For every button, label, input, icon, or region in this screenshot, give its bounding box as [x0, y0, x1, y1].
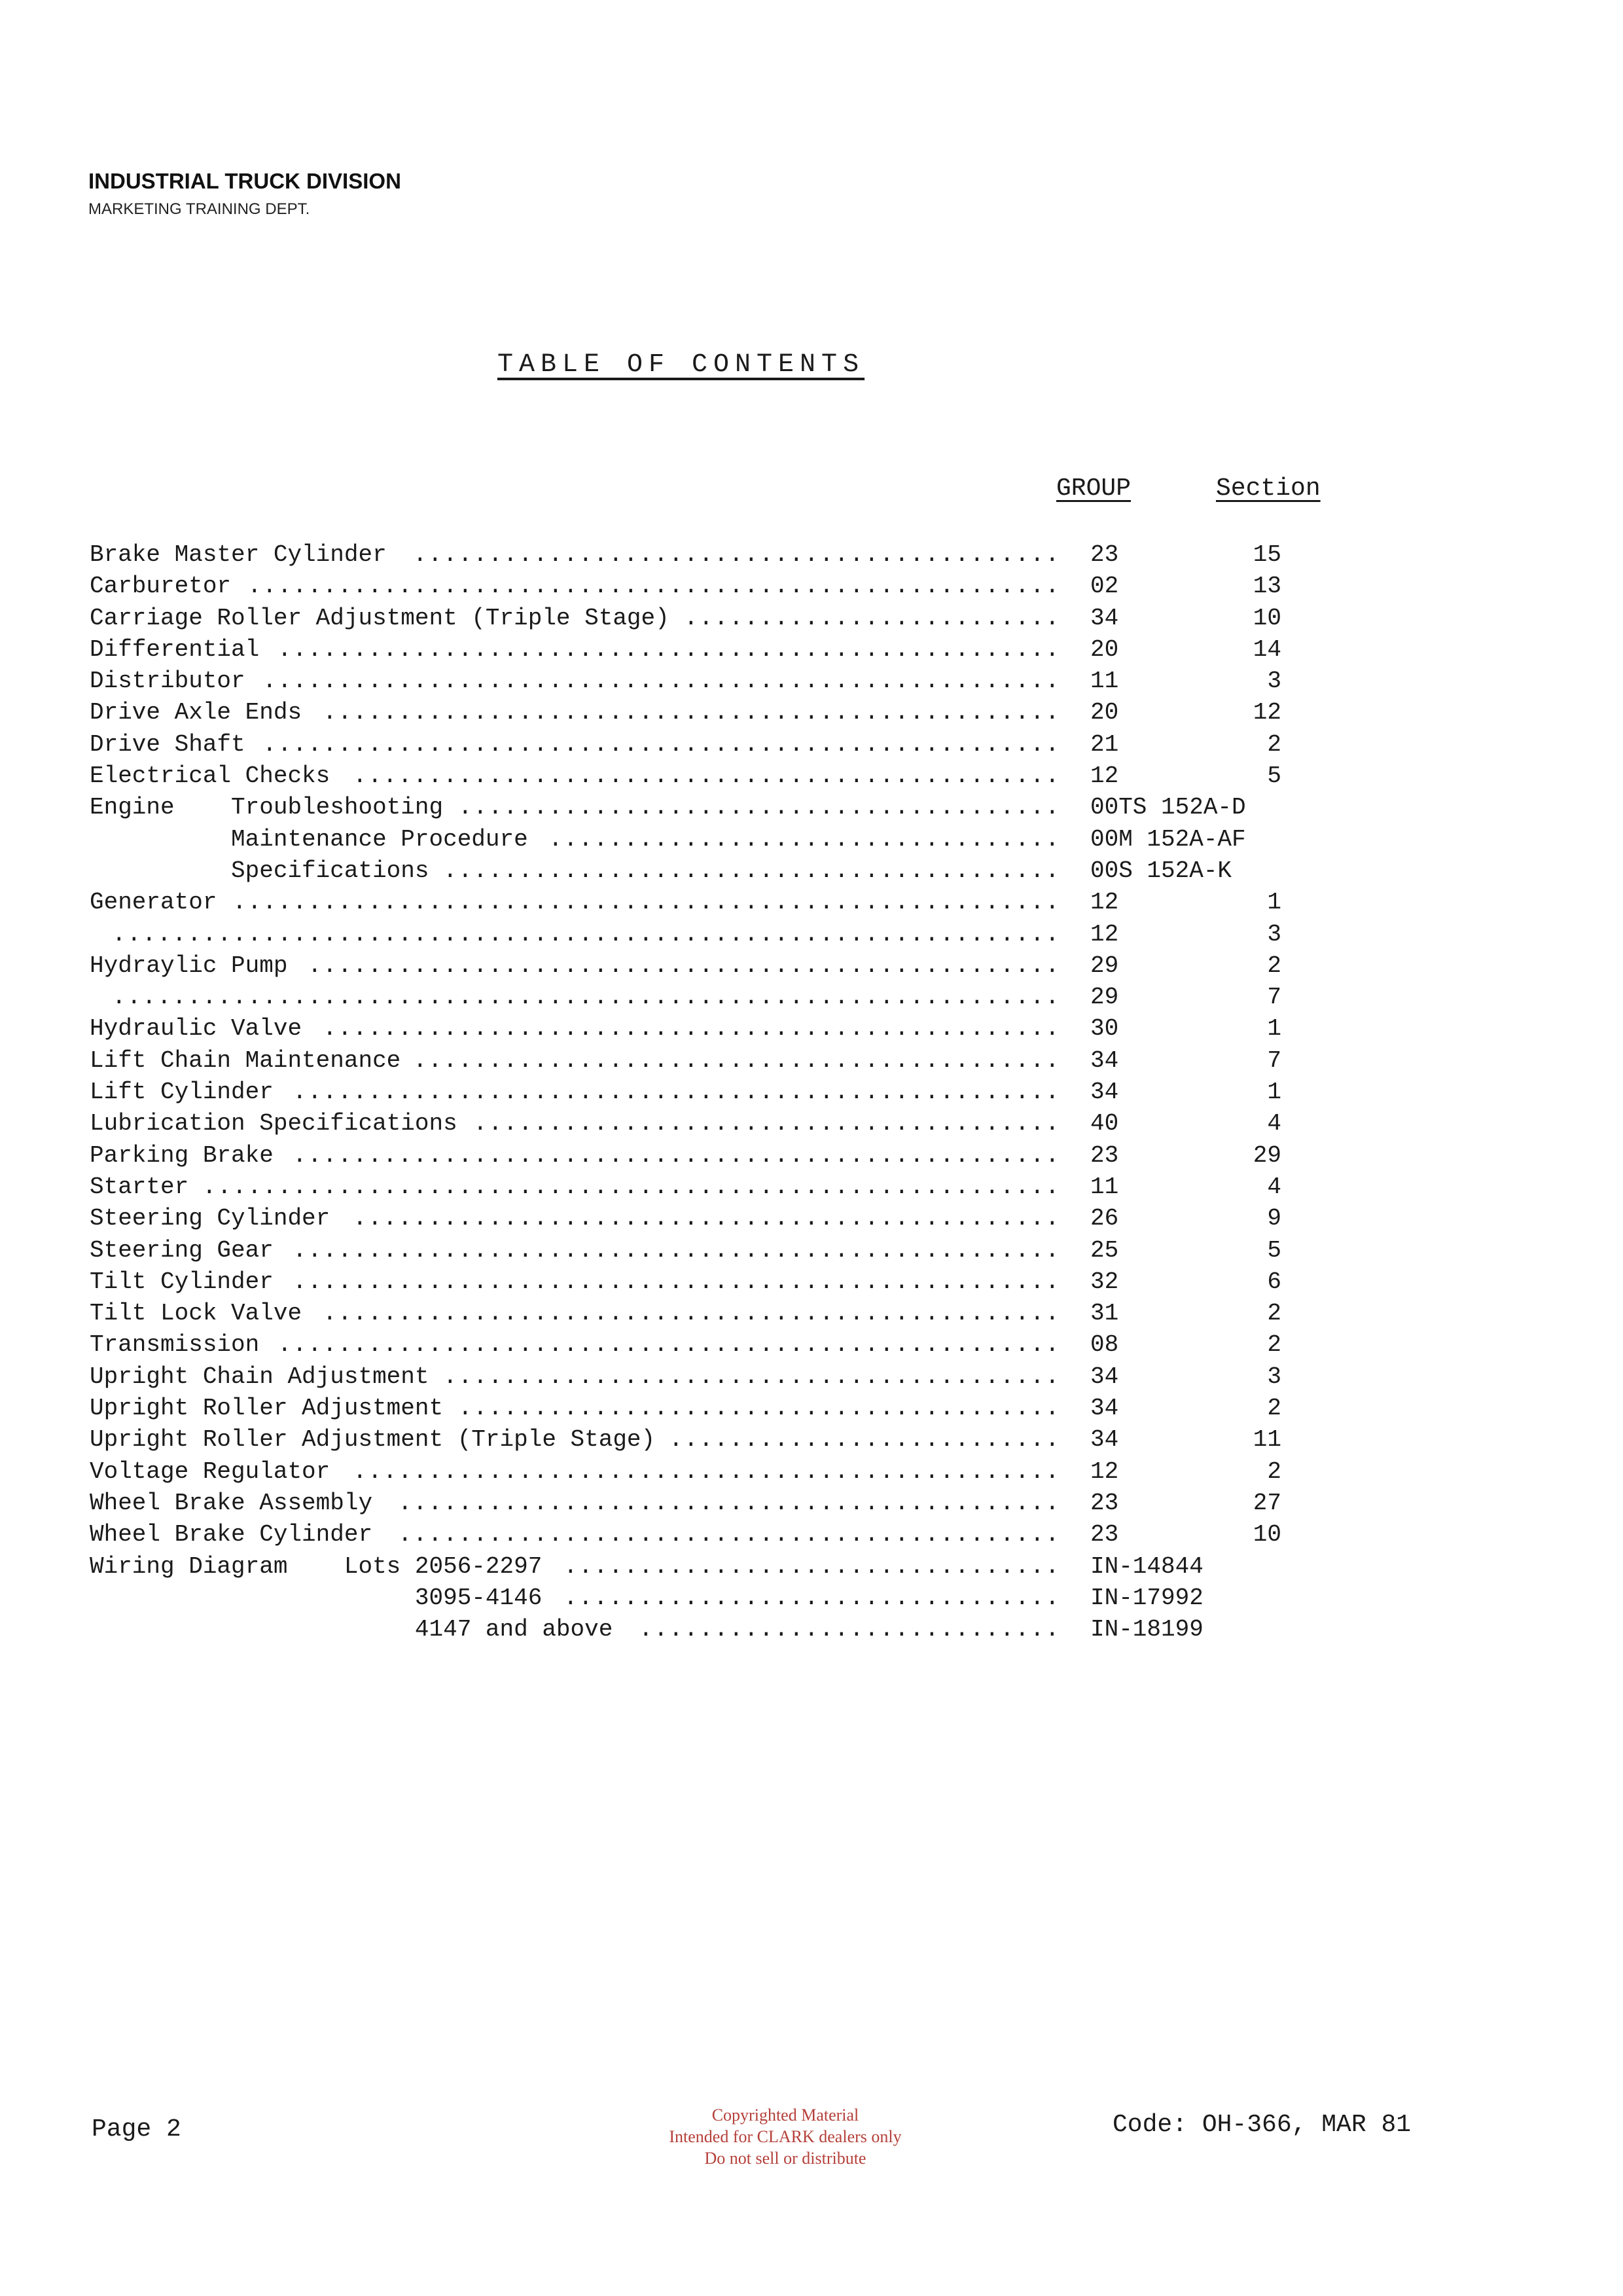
copyright-line: Copyrighted Material — [711, 2106, 859, 2125]
department-name: MARKETING TRAINING DEPT. — [88, 200, 310, 218]
toc-entry-group: 23 — [1090, 1489, 1119, 1516]
toc-entry-group: 32 — [1090, 1268, 1119, 1295]
toc-row — [0, 1077, 1623, 1108]
dot-leader: ............................................................... — [112, 920, 1060, 948]
toc-entry-group: 25 — [1090, 1236, 1119, 1264]
toc-entry-group: 29 — [1090, 952, 1119, 979]
page-title: TABLE OF CONTENTS — [497, 350, 865, 380]
toc-entry-section: 4 — [1267, 1173, 1281, 1200]
toc-row — [0, 1424, 1623, 1456]
copyright-line: Intended for CLARK dealers only — [669, 2127, 902, 2146]
toc-entry-group: 23 — [1090, 541, 1119, 568]
document-code: Code: OH-366, MAR 81 — [1113, 2111, 1412, 2139]
toc-entry-title: Electrical Checks — [90, 762, 330, 790]
toc-entry-section: 11 — [1253, 1426, 1281, 1454]
page-number: Page 2 — [92, 2115, 181, 2144]
toc-entry-group: 00M 152A-AF — [1090, 825, 1246, 853]
toc-entry-title: Upright Roller Adjustment (Triple Stage) — [90, 1426, 656, 1454]
toc-entry-section: 1 — [1267, 889, 1281, 916]
toc-row — [0, 824, 1623, 855]
toc-row — [0, 1583, 1623, 1614]
dot-leader: ......................................... — [443, 857, 1060, 884]
toc-entry-title: Upright Chain Adjustment — [90, 1363, 429, 1390]
toc-entry-section: 27 — [1253, 1489, 1281, 1516]
toc-row — [0, 1361, 1623, 1393]
toc-entry-section: 1 — [1267, 1015, 1281, 1043]
toc-entry-group: 26 — [1090, 1205, 1119, 1232]
toc-entry-group: 20 — [1090, 699, 1119, 726]
toc-entry-section: 2 — [1267, 952, 1281, 979]
dot-leader: ........................................ — [458, 1395, 1060, 1422]
toc-row — [0, 571, 1623, 602]
toc-entry-section: 2 — [1267, 730, 1281, 758]
toc-entry-title: Starter — [90, 1173, 189, 1200]
dot-leader: ........................................... — [413, 1047, 1060, 1074]
toc-entry-group: 40 — [1090, 1110, 1119, 1138]
dot-leader: ............................ — [639, 1616, 1060, 1643]
dot-leader: ................................................... — [293, 1079, 1060, 1106]
toc-row — [0, 539, 1623, 571]
copyright-line: Do not sell or distribute — [704, 2149, 866, 2168]
toc-entry-title: Hydraulic Valve — [90, 1015, 302, 1043]
dot-leader: ................................................... — [293, 1141, 1060, 1169]
toc-row — [0, 1488, 1623, 1519]
toc-entry-title: Wiring Diagram Lots 2056-2297 — [90, 1552, 543, 1580]
toc-entry-group: 34 — [1090, 1426, 1119, 1454]
toc-entry-section: 5 — [1267, 1236, 1281, 1264]
toc-entry-section: 14 — [1253, 636, 1281, 663]
toc-entry-title: Tilt Cylinder — [90, 1268, 274, 1295]
toc-entry-group: IN-18199 — [1090, 1616, 1204, 1643]
toc-entry-title: Specifications — [90, 857, 429, 884]
toc-row — [0, 1456, 1623, 1488]
dot-leader: ................................................... — [293, 1236, 1060, 1264]
toc-entry-group: 12 — [1090, 889, 1119, 916]
copyright-notice — [654, 2104, 916, 2169]
toc-entry-title: Upright Roller Adjustment — [90, 1395, 444, 1422]
toc-entry-group: 02 — [1090, 573, 1119, 600]
dot-leader: ................................................... — [293, 1268, 1060, 1295]
toc-entry-section: 2 — [1267, 1331, 1281, 1359]
dot-leader: ........................................ — [458, 794, 1060, 821]
toc-entry-title: Tilt Lock Valve — [90, 1300, 302, 1327]
toc-entry-title: Carriage Roller Adjustment (Triple Stage) — [90, 604, 669, 632]
dot-leader: ................................................. — [323, 699, 1060, 726]
dot-leader: ............................................... — [353, 1205, 1060, 1232]
dot-leader: ......................................... — [443, 1363, 1060, 1390]
toc-entry-section: 3 — [1267, 1363, 1281, 1390]
toc-entry-title: 3095-4146 — [90, 1584, 543, 1611]
toc-entry-group: 08 — [1090, 1331, 1119, 1359]
toc-row — [0, 666, 1623, 697]
toc-entry-title: Lift Cylinder — [90, 1079, 274, 1106]
toc-entry-section: 1 — [1267, 1079, 1281, 1106]
toc-row — [0, 729, 1623, 761]
toc-entry-section: 2 — [1267, 1300, 1281, 1327]
toc-row — [0, 1013, 1623, 1045]
dot-leader: ................................. — [563, 1584, 1060, 1611]
dot-leader: .......................... — [669, 1426, 1060, 1454]
dot-leader: ......................................................... — [202, 1173, 1060, 1200]
toc-entry-group: 00TS 152A-D — [1090, 794, 1246, 821]
toc-entry-title: Distributor — [90, 668, 245, 695]
toc-row — [0, 1235, 1623, 1266]
toc-row — [0, 603, 1623, 634]
toc-entry-section: 3 — [1267, 668, 1281, 695]
toc-entry-section: 7 — [1267, 984, 1281, 1011]
toc-row — [0, 1329, 1623, 1361]
toc-row — [0, 1519, 1623, 1551]
toc-entry-section: 10 — [1253, 1521, 1281, 1549]
toc-entry-group: IN-14844 — [1090, 1552, 1204, 1580]
dot-leader: ..................................................... — [262, 668, 1060, 695]
toc-row — [0, 1266, 1623, 1298]
toc-entry-group: 00S 152A-K — [1090, 857, 1232, 884]
dot-leader: ............................................ — [398, 1489, 1060, 1516]
toc-entry-title: Parking Brake — [90, 1141, 274, 1169]
toc-entry-title: Lubrication Specifications — [90, 1110, 457, 1138]
toc-entry-section: 15 — [1253, 541, 1281, 568]
toc-entry-group: 12 — [1090, 762, 1119, 790]
toc-entry-group: 23 — [1090, 1141, 1119, 1169]
toc-row — [0, 1393, 1623, 1424]
toc-row — [0, 950, 1623, 982]
toc-row — [0, 1298, 1623, 1329]
dot-leader: ................................................. — [323, 1015, 1060, 1043]
toc-entry-group: 21 — [1090, 730, 1119, 758]
toc-entry-title: Drive Shaft — [90, 730, 245, 758]
toc-entry-title: 4147 and above — [90, 1616, 613, 1643]
toc-entry-title: Carburetor — [90, 573, 232, 600]
dot-leader: .................................. — [548, 825, 1060, 853]
dot-leader: ..................................................... — [262, 730, 1060, 758]
toc-row — [0, 1108, 1623, 1139]
dot-leader: ................................................. — [323, 1300, 1060, 1327]
toc-row — [0, 792, 1623, 823]
toc-row — [0, 855, 1623, 887]
toc-row — [0, 1614, 1623, 1645]
toc-entry-title: Voltage Regulator — [90, 1458, 330, 1485]
toc-entry-group: IN-17992 — [1090, 1584, 1204, 1611]
toc-row — [0, 1140, 1623, 1172]
toc-entry-section: 13 — [1253, 573, 1281, 600]
dot-leader: ................................. — [563, 1552, 1060, 1580]
toc-entry-group: 12 — [1090, 920, 1119, 948]
toc-list — [0, 539, 1623, 1645]
toc-row — [0, 697, 1623, 728]
toc-row — [0, 761, 1623, 792]
toc-entry-section: 4 — [1267, 1110, 1281, 1138]
toc-entry-title: Maintenance Procedure — [90, 825, 528, 853]
toc-entry-group: 11 — [1090, 1173, 1119, 1200]
toc-entry-title: Differential — [90, 636, 260, 663]
toc-row — [0, 1045, 1623, 1077]
toc-entry-group: 34 — [1090, 1395, 1119, 1422]
toc-entry-title: Hydraylic Pump — [90, 952, 288, 979]
dot-leader: ............................................ — [398, 1521, 1060, 1549]
division-name: INDUSTRIAL TRUCK DIVISION — [88, 169, 401, 193]
toc-entry-title: Steering Cylinder — [90, 1205, 330, 1232]
toc-entry-section: 7 — [1267, 1047, 1281, 1074]
toc-entry-section: 5 — [1267, 762, 1281, 790]
toc-entry-section: 6 — [1267, 1268, 1281, 1295]
toc-entry-section: 3 — [1267, 920, 1281, 948]
toc-entry-group: 34 — [1090, 604, 1119, 632]
toc-row — [0, 919, 1623, 950]
dot-leader: ............................................... — [353, 762, 1060, 790]
dot-leader: ........................................... — [413, 541, 1060, 568]
toc-row — [0, 887, 1623, 918]
toc-entry-title: Wheel Brake Cylinder — [90, 1521, 373, 1549]
toc-entry-title: Transmission — [90, 1331, 260, 1359]
dot-leader: ......................... — [684, 604, 1060, 632]
toc-entry-section: 9 — [1267, 1205, 1281, 1232]
section-column-header: Section — [1216, 475, 1321, 503]
dot-leader: .................................................... — [277, 1331, 1060, 1359]
toc-row — [0, 1172, 1623, 1203]
toc-entry-title: Engine Troubleshooting — [90, 794, 444, 821]
toc-entry-section: 12 — [1253, 699, 1281, 726]
toc-entry-group: 34 — [1090, 1363, 1119, 1390]
toc-entry-group: 31 — [1090, 1300, 1119, 1327]
group-column-header: GROUP — [1056, 475, 1132, 503]
dot-leader: ....................................................... — [232, 889, 1060, 916]
toc-entry-group: 30 — [1090, 1015, 1119, 1043]
toc-entry-title: Generator — [90, 889, 217, 916]
toc-entry-title: Lift Chain Maintenance — [90, 1047, 401, 1074]
toc-entry-section: 2 — [1267, 1395, 1281, 1422]
toc-row — [0, 634, 1623, 666]
toc-entry-group: 20 — [1090, 636, 1119, 663]
toc-entry-group: 12 — [1090, 1458, 1119, 1485]
toc-entry-section: 10 — [1253, 604, 1281, 632]
toc-entry-group: 34 — [1090, 1079, 1119, 1106]
toc-entry-group: 29 — [1090, 984, 1119, 1011]
toc-entry-title: Steering Gear — [90, 1236, 274, 1264]
toc-entry-title: Drive Axle Ends — [90, 699, 302, 726]
toc-entry-section: 2 — [1267, 1458, 1281, 1485]
dot-leader: ............................................... — [353, 1458, 1060, 1485]
dot-leader: ....................................... — [473, 1110, 1060, 1138]
toc-entry-group: 11 — [1090, 668, 1119, 695]
toc-row — [0, 1551, 1623, 1583]
toc-row — [0, 982, 1623, 1013]
toc-row — [0, 1203, 1623, 1234]
toc-entry-title: Brake Master Cylinder — [90, 541, 387, 568]
toc-entry-group: 34 — [1090, 1047, 1119, 1074]
toc-entry-section: 29 — [1253, 1141, 1281, 1169]
dot-leader: .................................................... — [277, 636, 1060, 663]
dot-leader: ...................................................... — [247, 573, 1060, 600]
toc-entry-title: Wheel Brake Assembly — [90, 1489, 373, 1516]
dot-leader: .................................................. — [308, 952, 1060, 979]
dot-leader: ............................................................... — [112, 984, 1060, 1011]
toc-entry-group: 23 — [1090, 1521, 1119, 1549]
